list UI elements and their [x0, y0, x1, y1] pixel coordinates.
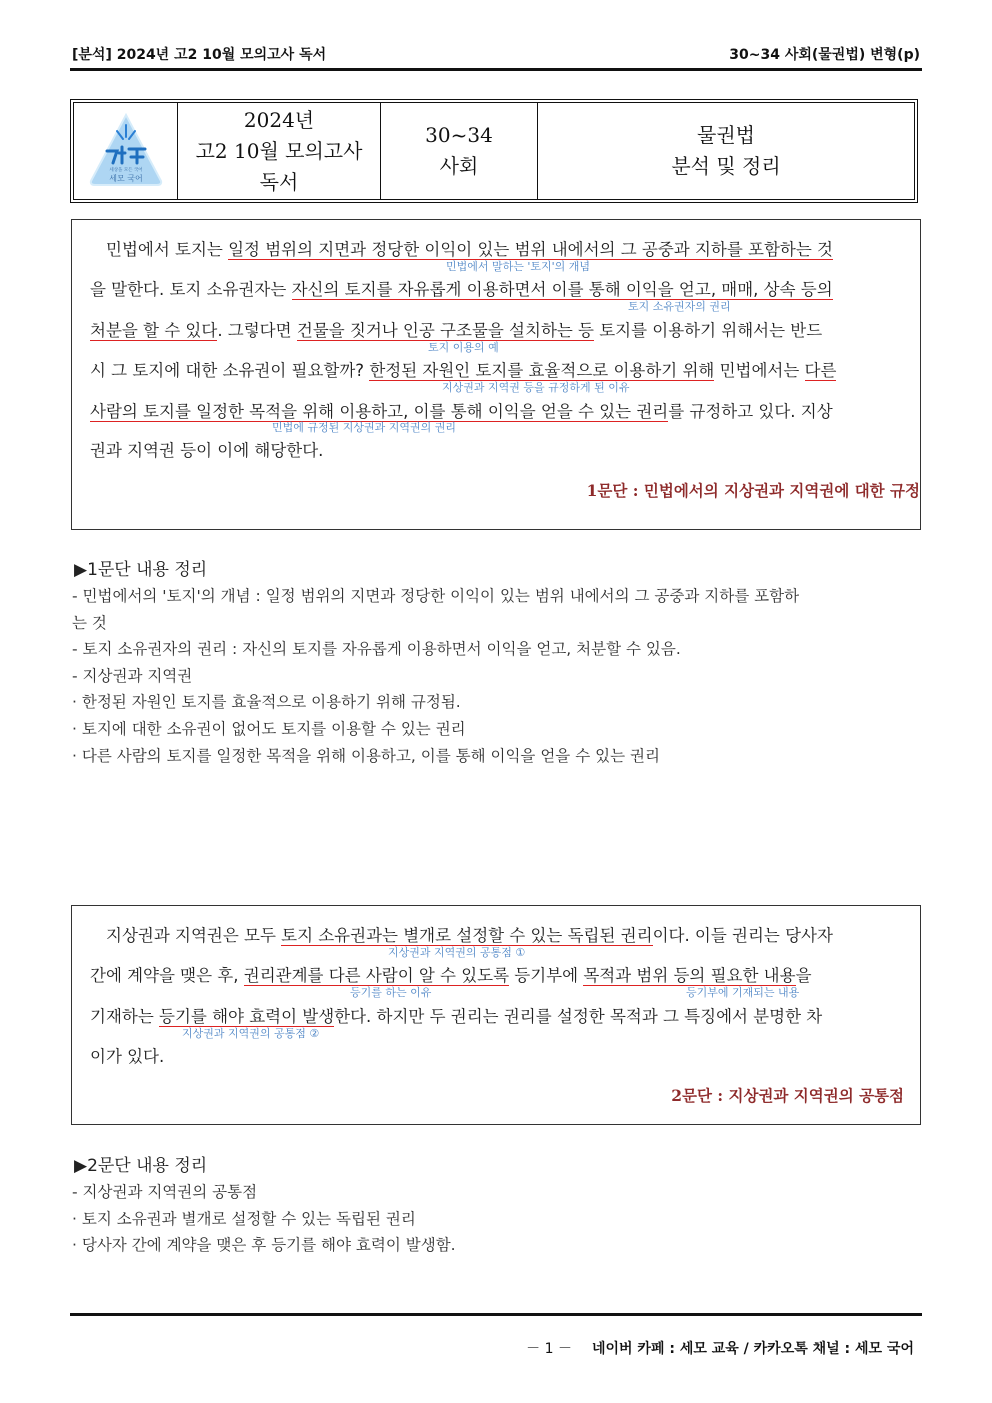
- topic-cell: [538, 103, 914, 199]
- p1-line-2: 을 말한다. 토지 소유권자는 자신의 토지를 자유롭게 이용하면서 이를 통해 이익을 얻고, 매매, 상속 등의: [90, 280, 833, 299]
- summary-2-line: - 지상권과 지역권의 공통점: [72, 1183, 258, 1201]
- p2-line-2: 간에 계약을 맺은 후, 권리관계를 다른 사람이 알 수 있도록 등기부에 목적과 범위 등의 필요한 내용을: [90, 966, 812, 985]
- p2-line-4: 이가 있다.: [90, 1047, 165, 1066]
- p2-note-3: 등기부에 기재되는 내용: [686, 986, 800, 999]
- summary-1-line: - 토지 소유권자의 권리 : 자신의 토지를 자유롭게 이용하면서 이익을 얻고, 처분할 수 있음.: [72, 640, 681, 658]
- topic-subtitle: 분석 및 정리: [671, 154, 781, 178]
- paragraph-2-tag: 2문단 : 지상권과 지역권의 공통점: [671, 1086, 904, 1105]
- summary-2-title: ▶2문단 내용 정리: [74, 1156, 208, 1176]
- paragraph-2-box: [71, 905, 921, 1125]
- p2-note-2: 등기를 하는 이유: [350, 986, 432, 999]
- footer-rule: [70, 1313, 922, 1316]
- p1-note-3: 토지 이용의 예: [428, 341, 499, 354]
- p2-line-1: 지상권과 지역권은 모두 토지 소유권과는 별개로 설정할 수 있는 독립된 권리이다. 이들 권리는 당사자: [106, 926, 833, 945]
- topic-title: 물권법: [697, 123, 755, 147]
- paragraph-1-box: [71, 219, 921, 530]
- logo-text: 세모 국어: [108, 174, 143, 183]
- footer: [526, 1338, 914, 1358]
- p1-line-4: 시 그 토지에 대한 소유권이 필요할까? 한정된 자원인 토지를 효율적으로 이용하기 위해 민법에서는 다른: [90, 361, 837, 380]
- p2-note-1: 지상권과 지역권의 공통점 ①: [388, 946, 526, 959]
- exam-info-cell: [178, 103, 381, 199]
- p2-line-3: 기재하는 등기를 해야 효력이 발생한다. 하지만 두 권리는 권리를 설정한 목적과 그 특징에서 분명한 차: [90, 1007, 823, 1026]
- p1-note-1: 민법에서 말하는 '토지'의 개념: [446, 260, 591, 273]
- page-number: － 1 －: [526, 1341, 572, 1357]
- exam-year: 2024년: [243, 107, 315, 132]
- question-range: 30~34: [425, 123, 493, 147]
- header-right: 30~34 사회(물권법) 변형(p): [729, 47, 920, 63]
- p2-note-4: 지상권과 지역권의 공통점 ②: [182, 1027, 320, 1040]
- summary-1-title: ▶1문단 내용 정리: [74, 560, 208, 580]
- p1-note-5: 민법에 규정된 지상권과 지역권의 권리: [272, 421, 457, 434]
- p1-note-2: 토지 소유권자의 권리: [628, 300, 731, 313]
- p1-line-5: 사람의 토지를 일정한 목적을 위해 이용하고, 이를 통해 이익을 얻을 수 있는 권리를 규정하고 있다. 지상: [90, 402, 833, 421]
- summary-2-line: · 당사자 간에 계약을 맺은 후 등기를 해야 효력이 발생함.: [72, 1236, 456, 1254]
- p1-line-6: 권과 지역권 등이 이에 해당한다.: [90, 441, 324, 460]
- summary-1-line: - 민법에서의 '토지'의 개념 : 일정 범위의 지면과 정당한 이익이 있는 범위 내에서의 그 공중과 지하를 포함하: [72, 587, 800, 605]
- domain-label: 사회: [439, 154, 479, 178]
- semo-logo-icon: [87, 111, 165, 191]
- p1-note-4: 지상권과 지역권 등을 규정하게 된 이유: [442, 381, 630, 394]
- summary-1-line: · 다른 사람의 토지를 일정한 목적을 위해 이용하고, 이를 통해 이익을 얻을 수 있는 권리: [72, 747, 660, 765]
- summary-1-line: - 지상권과 지역권: [72, 667, 193, 685]
- exam-name: 고2 10월 모의고사: [195, 138, 363, 163]
- p1-line-3: 처분을 할 수 있다. 그렇다면 건물을 짓거나 인공 구조물을 설치하는 등 토지를 이용하기 위해서는 반드: [90, 321, 823, 340]
- exam-subject: 독서: [259, 169, 299, 194]
- header-left: [분석] 2024년 고2 10월 모의고사 독서: [72, 47, 327, 63]
- p1-line-1: 민법에서 토지는 일정 범위의 지면과 정당한 이익이 있는 범위 내에서의 그 공중과 지하를 포함하는 것: [106, 240, 833, 259]
- logo-small-text: 세상을 모든 국어: [108, 168, 143, 173]
- title-table: [70, 99, 918, 203]
- range-cell: [381, 103, 538, 199]
- summary-1-line: · 한정된 자원인 토지를 효율적으로 이용하기 위해 규정됨.: [72, 693, 461, 711]
- paragraph-1-tag: 1문단 : 민법에서의 지상권과 지역권에 대한 규정: [586, 481, 920, 500]
- header-rule: [70, 68, 922, 71]
- summary-1-line: · 토지에 대한 소유권이 없어도 토지를 이용할 수 있는 권리: [72, 720, 466, 738]
- footer-text: 네이버 카페 : 세모 교육 / 카카오톡 채널 : 세모 국어: [591, 1341, 914, 1357]
- summary-1-line: 는 것: [72, 614, 107, 632]
- logo-cell: [74, 103, 178, 199]
- summary-2-line: · 토지 소유권과 별개로 설정할 수 있는 독립된 권리: [72, 1210, 416, 1228]
